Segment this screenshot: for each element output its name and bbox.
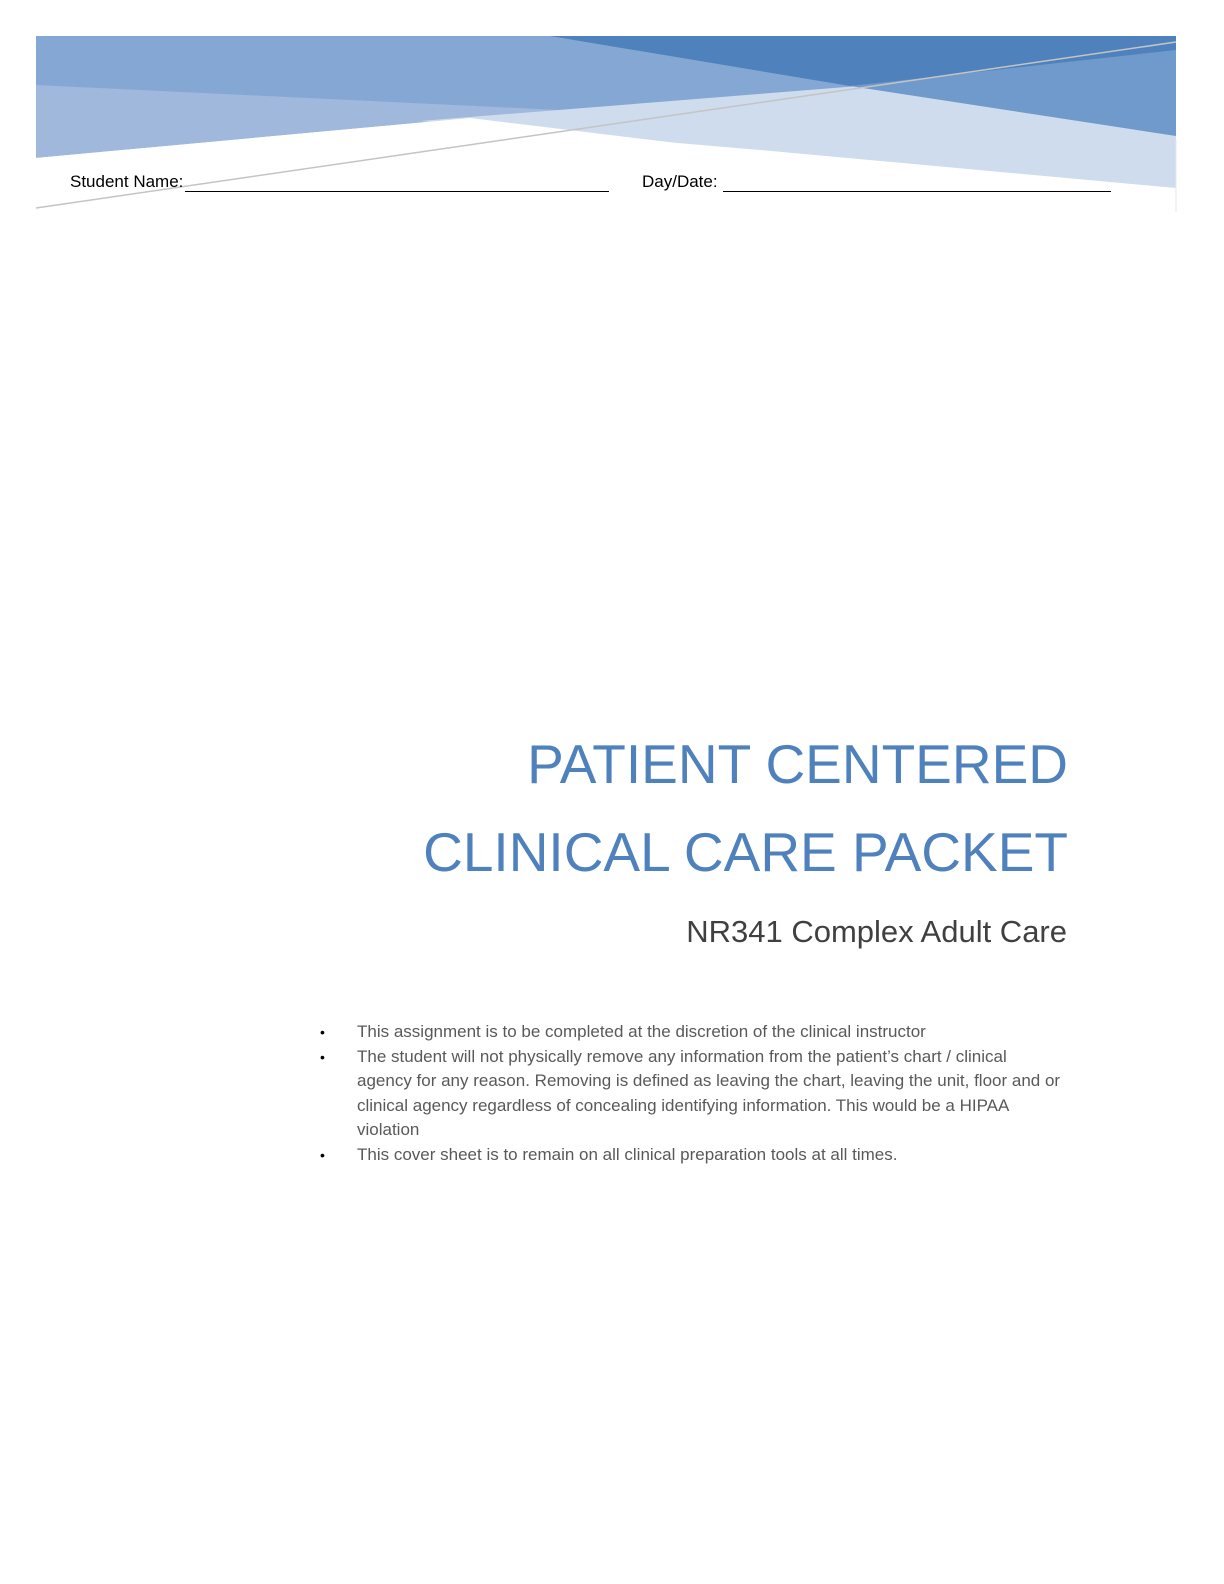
bullet-icon: • [320, 1146, 325, 1163]
header-fields [70, 170, 1120, 194]
bullet-icon: • [320, 1024, 325, 1040]
list-item-text: The student will not physically remove any information from the patient’s chart / clinical agency for any reason. Removing is defined as leaving the chart, leaving the unit, floor and or clinical agency regardless of concealing identifying information. This would be a HIPAA violation [357, 1046, 1061, 1139]
list-item [318, 1045, 1063, 1143]
document-title [423, 720, 1068, 896]
title-line-2: CLINICAL CARE PACKET [423, 821, 1068, 883]
instruction-list [318, 1020, 1063, 1167]
day-date-label: Day/Date: [642, 172, 718, 191]
day-date-line[interactable] [723, 171, 1111, 192]
bullet-icon: • [320, 1048, 325, 1065]
document-subtitle: NR341 Complex Adult Care [686, 914, 1067, 949]
student-name-field[interactable] [70, 170, 609, 192]
title-line-1: PATIENT CENTERED [527, 733, 1068, 795]
list-item-text: This cover sheet is to remain on all clinical preparation tools at all times. [357, 1144, 898, 1164]
day-date-field[interactable] [642, 170, 1111, 192]
list-item [318, 1020, 1063, 1045]
list-item [318, 1143, 1063, 1168]
list-item-text: This assignment is to be completed at the discretion of the clinical instructor [357, 1022, 926, 1041]
student-name-line[interactable] [185, 171, 609, 192]
student-name-label: Student Name: [70, 172, 184, 191]
